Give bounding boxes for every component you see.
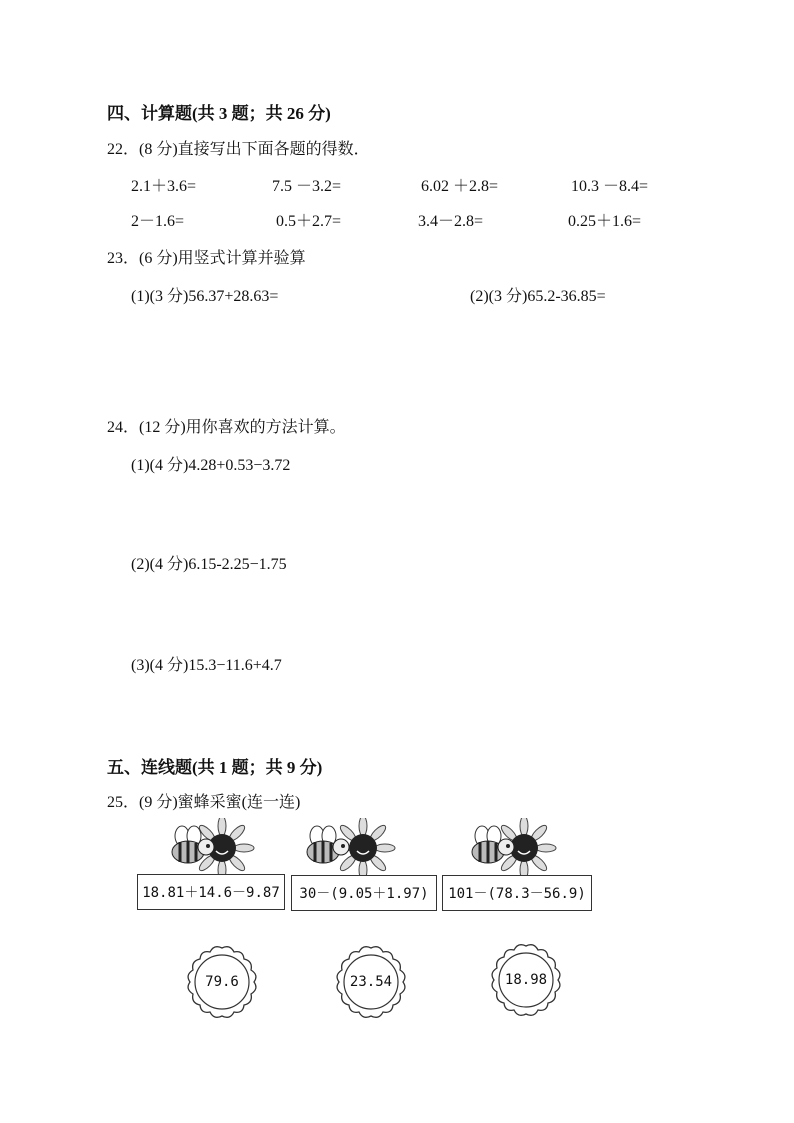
expression-box-2: 30－(9.05＋1.97) xyxy=(291,875,437,911)
expression-box-1: 18.81＋14.6－9.87 xyxy=(137,874,285,910)
q22-expr-6: 0.5＋2.7= xyxy=(276,213,342,230)
q24-part-2: (2)(4 分)6.15-2.25−1.75 xyxy=(131,556,287,573)
question-22-title: 22．(8 分)直接写出下面各题的得数． xyxy=(107,141,370,158)
q22-expr-7: 3.4－2.8= xyxy=(418,213,484,230)
question-23-title: 23．(6 分)用竖式计算并验算 xyxy=(107,250,306,267)
q24-part-1: (1)(4 分)4.28+0.53−3.72 xyxy=(131,457,291,474)
q22-expr-1: 2.1＋3.6= xyxy=(131,178,197,195)
q23-part-2: (2)(3 分)65.2-36.85= xyxy=(470,288,606,305)
expression-box-3: 101－(78.3－56.9) xyxy=(442,875,592,911)
bee-sunflower-3 xyxy=(442,818,562,878)
section-4-title: 四、计算题(共 3 题；共 26 分) xyxy=(107,104,331,123)
q22-expr-8: 0.25＋1.6= xyxy=(568,213,642,230)
bee-sunflower-1 xyxy=(160,818,280,878)
answer-value-2: 23.54 xyxy=(349,974,393,990)
q22-expr-2: 7.5 －3.2= xyxy=(272,178,342,195)
q22-expr-3: 6.02 ＋2.8= xyxy=(421,178,499,195)
answer-flower-3 xyxy=(486,940,566,1020)
answer-flower-1 xyxy=(182,942,262,1022)
question-25-title: 25．(9 分)蜜蜂采蜜(连一连) xyxy=(107,794,301,811)
q24-part-3: (3)(4 分)15.3−11.6+4.7 xyxy=(131,657,282,674)
bee-sunflower-2 xyxy=(289,818,409,878)
answer-value-3: 18.98 xyxy=(504,972,548,988)
question-24-title: 24．(12 分)用你喜欢的方法计算。 xyxy=(107,419,346,436)
answer-flower-2 xyxy=(331,942,411,1022)
q22-expr-4: 10.3 －8.4= xyxy=(571,178,649,195)
q22-expr-5: 2－1.6= xyxy=(131,213,185,230)
answer-value-1: 79.6 xyxy=(205,974,239,990)
section-5-title: 五、连线题(共 1 题；共 9 分) xyxy=(107,758,323,777)
q23-part-1: (1)(3 分)56.37+28.63= xyxy=(131,288,279,305)
